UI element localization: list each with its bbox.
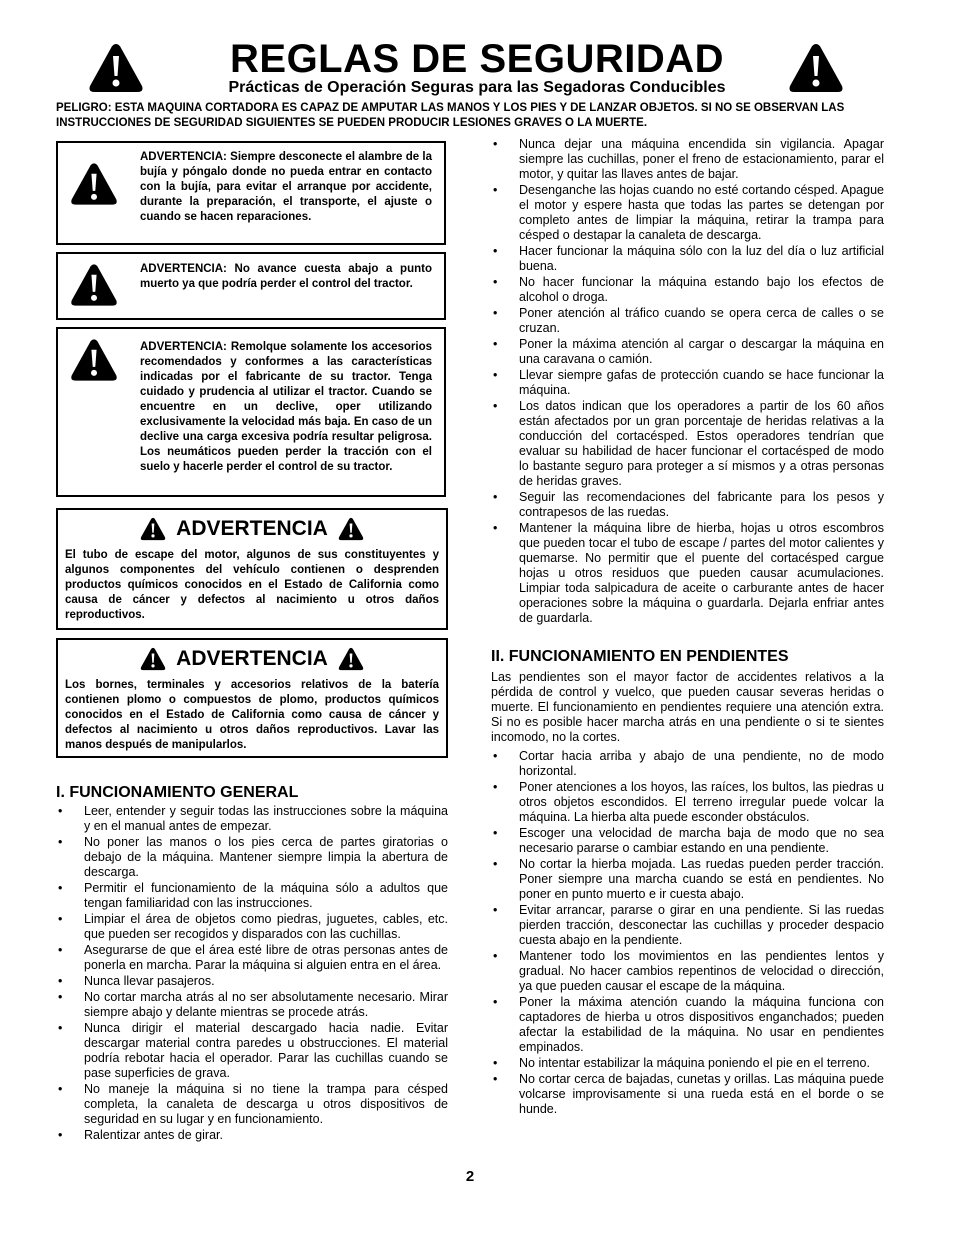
list-item: • No poner las manos o los pies cerca de partes giratorias o debajo de la máquina. Mantener siempre limpia la abertura de descarga. — [56, 835, 448, 880]
list-item: • No cortar cerca de bajadas, cunetas y orillas. Las máquina puede volcarse improvisamente si una rueda está en el borde o se hunde. — [491, 1072, 884, 1117]
list-item: • Poner atenciones a los hoyos, las raíces, los bultos, las piedras u otros objetos escondidos. El terreno irregular puede volcar la máquina. La hierba alta puede esconder obstáculos. — [491, 780, 884, 825]
list-item: • No cortar la hierba mojada. Las ruedas pueden perder tracción. Poner siempre una marcha cuando se está en pendientes. No poner en punto muerto e ir cuesta abajo. — [491, 857, 884, 902]
list-item: • No cortar marcha atrás al no ser absolutamente necesario. Mirar siempre abajo y delante mientras se procede atrás. — [56, 990, 448, 1020]
advertencia-box-exhaust — [56, 508, 448, 630]
warning-triangle-icon — [70, 161, 118, 207]
warning-triangle-icon — [140, 647, 166, 671]
warning-triangle-icon — [70, 337, 118, 383]
list-item: • Nunca llevar pasajeros. — [56, 974, 448, 989]
warning-triangle-icon — [70, 262, 118, 308]
slopes-intro: Las pendientes son el mayor factor de accidentes relativos a la pérdida de control y vuelco, que pueden causar severas heridas o muerte. El funcionamiento en pendientes requiere una atención extra. Si no es posible hacer marcha atrás en una pendiente o si te sientes incomodo, no la cortes. — [491, 670, 884, 744]
section-heading-general: I. FUNCIONAMIENTO GENERAL — [56, 784, 299, 801]
list-item: • Seguir las recomendaciones del fabricante para los pesos y contrapesos de las ruedas. — [491, 490, 884, 520]
list-item: • Llevar siempre gafas de protección cuando se hace funcionar la máquina. — [491, 368, 884, 398]
warning-text: ADVERTENCIA: Siempre desconecte el alambre de la bujía y póngalo donde no pueda entrar en contacto con la bujía, para evitar el arranque por accidente, durante la preparación, el transporte, el ajuste o cuando se hacen reparaciones. — [140, 151, 432, 223]
list-item: • No intentar estabilizar la máquina poniendo el pie en el terreno. — [491, 1056, 884, 1071]
advertencia-body: Los bornes, terminales y accesorios relativos de la batería contienen plomo o compuestos de plomo, productos químicos conocidos en el Estado de California como causa de cáncer y defectos al nacimiento u otros daños reproductivos. Lavar las manos después de manipularlos. — [65, 679, 439, 751]
list-item: • Leer, entender y seguir todas las instrucciones sobre la máquina y en el manual antes de empezar. — [56, 804, 448, 834]
page-number: 2 — [465, 1168, 475, 1185]
advertencia-title: ADVERTENCIA — [176, 517, 328, 540]
warning-triangle-icon — [338, 647, 364, 671]
list-item: • Ralentizar antes de girar. — [56, 1128, 448, 1143]
advertencia-header — [58, 516, 446, 544]
list-item: • Limpiar el área de objetos como piedras, juguetes, cables, etc. que pueden ser recogidos y disparados con las cuchillas. — [56, 912, 448, 942]
list-item: • Cortar hacia arriba y abajo de una pendiente, no de modo horizontal. — [491, 749, 884, 779]
general-operation-list — [56, 804, 448, 1144]
warning-box-spark-plug — [56, 141, 446, 245]
list-item: • Mantener la máquina libre de hierba, hojas u otros escombros que pueden tocar el tubo de escape / partes del motor calientes y quemarse. No permitir que el puente del cortacésped cargue hojas u otros residuos que pueden causar acumulaciones. Limpiar toda salpicadura de aceite o carburante antes de hacer operaciones sobre la máquina o guardarla. Dejarla enfriar antes de guardarla. — [491, 521, 884, 626]
warning-triangle-icon — [140, 517, 166, 541]
general-operation-list-continued — [491, 137, 884, 627]
warning-text: ADVERTENCIA: No avance cuesta abajo a punto muerto ya que podría perder el control del tractor. — [140, 263, 432, 290]
page-title: REGLAS DE SEGURIDAD — [230, 37, 724, 81]
warning-text: ADVERTENCIA: Remolque solamente los accesorios recomendados y conformes a las características indicadas por el fabricante de su tractor. Tenga cuidado y prudencia al utilizar el tractor. Cuando se encuentre en un declive, oper utilizando exclusivamente la velocidad más baja. En caso de un declive una carga excesiva podría resultar peligrosa. Los neumáticos pueden perder la tracción con el suelo y hacerle perder el control de su tractor. — [140, 341, 432, 473]
list-item: • Poner la máxima atención cuando la máquina funciona con captadores de hierba u otros dispositivos enganchados; pueden afectar la estabilidad de la máquina. No usar en pendientes empinados. — [491, 995, 884, 1055]
danger-notice: PELIGRO: ESTA MAQUINA CORTADORA ES CAPAZ DE AMPUTAR LAS MANOS Y LOS PIES Y DE LANZAR OBJETOS. SI NO SE OBSERVAN LAS INSTRUCCIONES DE SEGURIDAD SIGUIENTES SE PUEDEN PRODUCIR LESIONES GRAVES O LA MUERTE. — [56, 102, 845, 129]
list-item: • No hacer funcionar la máquina estando bajo los efectos de alcohol o droga. — [491, 275, 884, 305]
list-item: • Nunca dirigir el material descargado hacia nadie. Evitar descargar material contra paredes u obstrucciones. El material podría rebotar hacia el operador. Parar las cuchillas cuando se pase superficies de grava. — [56, 1021, 448, 1081]
list-item: • Permitir el funcionamiento de la máquina sólo a adultos que tengan familiaridad con las instrucciones. — [56, 881, 448, 911]
section-heading-slopes: II. FUNCIONAMIENTO EN PENDIENTES — [491, 648, 789, 665]
list-item: • Nunca dejar una máquina encendida sin vigilancia. Apagar siempre las cuchillas, poner el freno de estacionamiento, parar el motor, y quitar las llaves antes de bajar. — [491, 137, 884, 182]
advertencia-body: El tubo de escape del motor, algunos de sus constituyentes y algunos componentes del vehículo contienen o desprenden productos químicos conocidos en el Estado de California como causa de cáncer y defectos al nacimiento u otros daños reproductivos. — [65, 549, 439, 621]
list-item: • Hacer funcionar la máquina sólo con la luz del día o luz artificial buena. — [491, 244, 884, 274]
list-item: • Poner atención al tráfico cuando se opera cerca de calles o se cruzan. — [491, 306, 884, 336]
advertencia-header — [58, 646, 446, 674]
list-item: • Desenganche las hojas cuando no esté cortando césped. Apague el motor y espere hasta que todas las partes se detengan por completo antes de limpiar la máquina, retirar la trampa para césped o destapar la canaleta de descarga. — [491, 183, 884, 243]
advertencia-box-battery — [56, 638, 448, 758]
list-item: • Escoger una velocidad de marcha baja de modo que no sea necesario pararse o cambiar estando en una pendiente. — [491, 826, 884, 856]
advertencia-title: ADVERTENCIA — [176, 647, 328, 670]
list-item: • Evitar arrancar, pararse o girar en una pendiente. Si las ruedas pierden tracción, desconectar las cuchillas y proceder despacio cuesta abajo en la pendiente. — [491, 903, 884, 948]
list-item: • No maneje la máquina si no tiene la trampa para césped completa, la canaleta de descarga u otros dispositivos de seguridad en su lugar y en funcionamiento. — [56, 1082, 448, 1127]
list-item: • Asegurarse de que el área esté libre de otras personas antes de ponerla en marcha. Parar la máquina si alguien entra en el área. — [56, 943, 448, 973]
slopes-list — [491, 749, 884, 1118]
page-subtitle: Prácticas de Operación Seguras para las Segadoras Conducibles — [228, 79, 726, 96]
warning-triangle-icon — [338, 517, 364, 541]
list-item: • Mantener todo los movimientos en las pendientes lentos y gradual. No hacer cambios repentinos de velocidad o dirección, ya que pueden causar el escape de la máquina. — [491, 949, 884, 994]
list-item: • Poner la máxima atención al cargar o descargar la máquina en una caravana o camión. — [491, 337, 884, 367]
list-item: • Los datos indican que los operadores a partir de los 60 años están afectados por un gran porcentaje de heridas relativas a la conducción del cortacésped. Estos operadores tendrían que evaluar su habilidad de hacer funcionar el cortacésped de modo lo bastante seguro para proteger a sí mismos y a otras personas de heridas graves. — [491, 399, 884, 489]
warning-box-downhill — [56, 252, 446, 320]
warning-box-towing — [56, 327, 446, 497]
